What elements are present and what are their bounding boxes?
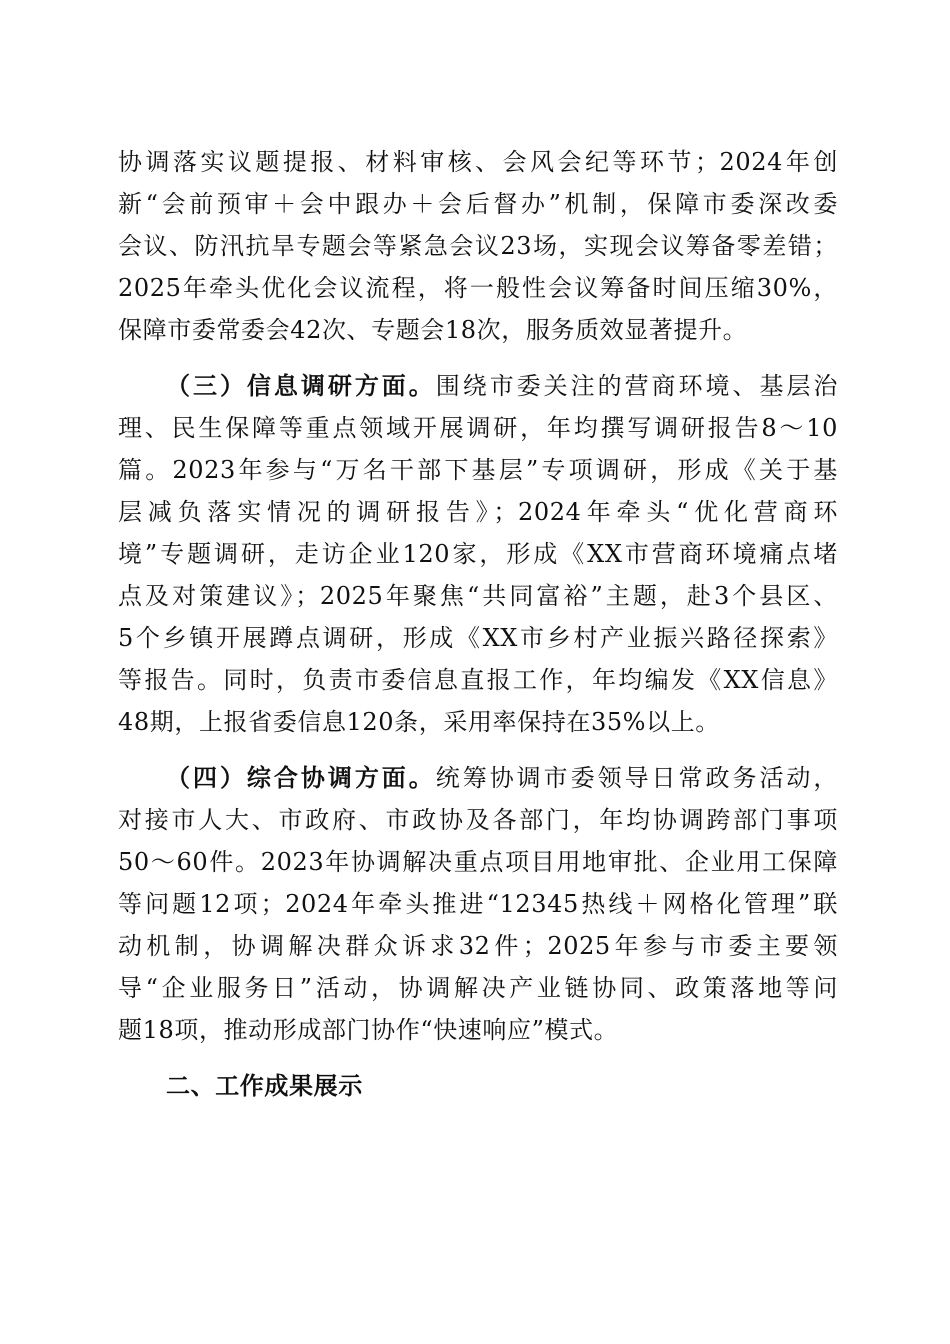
paragraph-line: 50～60件。2023年协调解决重点项目用地审批、企业用工保障 <box>118 848 838 876</box>
paragraph-line: 境”专题调研，走访企业120家，形成《XX市营商环境痛点堵 <box>118 540 838 568</box>
paragraph-line: 等问题12项；2024年牵头推进“12345热线＋网格化管理”联 <box>118 890 838 918</box>
section-3-heading: （三）信息调研方面。 <box>166 372 436 400</box>
paragraph-line: 新“会前预审＋会中跟办＋会后督办”机制，保障市委深改委 <box>118 190 838 218</box>
paragraph-line: 2025年牵头优化会议流程，将一般性会议筹备时间压缩30%， <box>118 274 838 302</box>
paragraph-line: 理、民生保障等重点领域开展调研，年均撰写调研报告8～10 <box>118 414 838 442</box>
paragraph-line: 层减负落实情况的调研报告》；2024年牵头“优化营商环 <box>118 498 838 526</box>
paragraph-line: 导“企业服务日”活动，协调解决产业链协同、政策落地等问 <box>118 974 838 1002</box>
section-3-first-line <box>166 366 838 406</box>
section-4-first-line-text: 统筹协调市委领导日常政务活动， <box>435 764 838 792</box>
paragraph-line: 会议、防汛抗旱专题会等紧急会议23场，实现会议筹备零差错； <box>118 232 838 260</box>
paragraph-line: 篇。2023年参与“万名干部下基层”专项调研，形成《关于基 <box>118 456 838 484</box>
paragraph-line: 题18项，推动形成部门协作“快速响应”模式。 <box>118 1016 619 1044</box>
paragraph-line: 动机制，协调解决群众诉求32件；2025年参与市委主要领 <box>118 932 838 960</box>
paragraph-line: 协调落实议题提报、材料审核、会风会纪等环节；2024年创 <box>118 148 838 176</box>
section-4-heading: （四）综合协调方面。 <box>166 764 436 792</box>
paragraph-line: 对接市人大、市政府、市政协及各部门，年均协调跨部门事项 <box>118 806 838 834</box>
paragraph-line: 保障市委常委会42次、专题会18次，服务质效显著提升。 <box>118 316 748 344</box>
section-4-first-line <box>166 758 838 798</box>
paragraph-line: 等报告。同时，负责市委信息直报工作，年均编发《XX信息》 <box>118 666 838 694</box>
paragraph-line: 48期，上报省委信息120条，采用率保持在35%以上。 <box>118 708 720 736</box>
paragraph-line: 5个乡镇开展蹲点调研，形成《XX市乡村产业振兴路径探索》 <box>118 624 838 652</box>
paragraph-line: 点及对策建议》；2025年聚焦“共同富裕”主题，赴3个县区、 <box>118 582 838 610</box>
section-heading: 二、工作成果展示 <box>166 1072 363 1100</box>
section-3-first-line-text: 围绕市委关注的营商环境、基层治 <box>435 372 838 400</box>
